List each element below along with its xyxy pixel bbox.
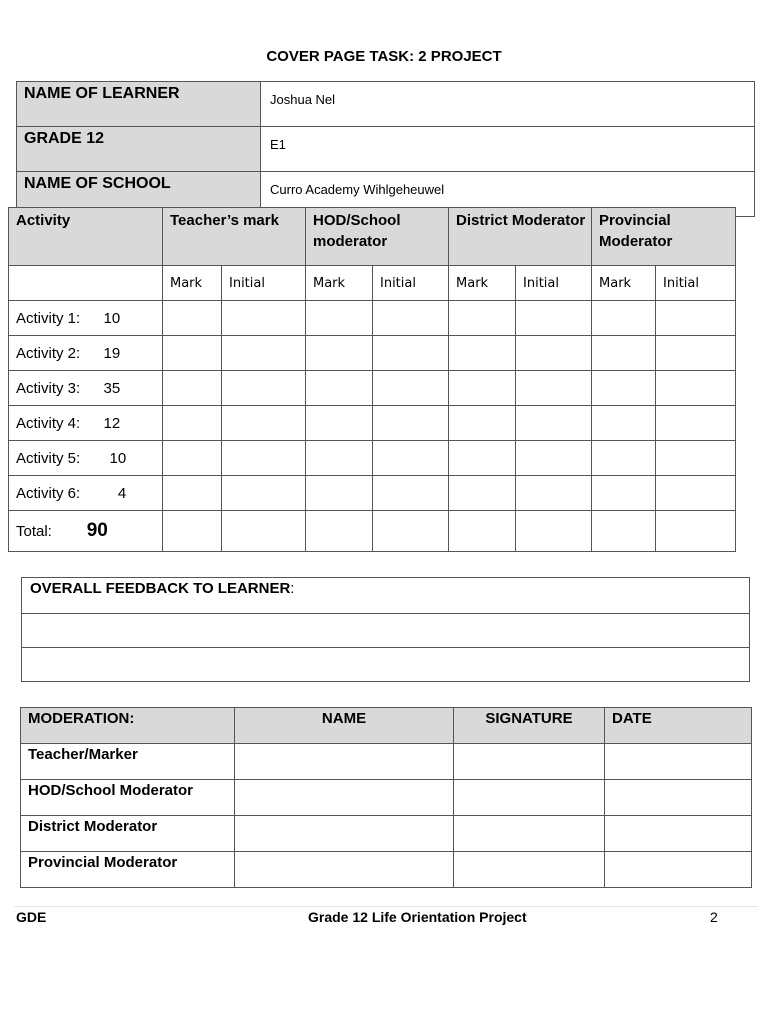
feedback-heading-cell	[22, 578, 750, 614]
activity-row	[9, 406, 736, 441]
activity-row	[9, 441, 736, 476]
feedback-heading: OVERALL FEEDBACK TO LEARNER	[30, 580, 291, 597]
provincial-moderator-header: Provincial Moderator	[592, 208, 736, 266]
footer-center: Grade 12 Life Orientation Project	[308, 909, 527, 925]
moderation-row	[21, 816, 752, 852]
activity-row	[9, 476, 736, 511]
teacher-initial-subheader: Initial	[222, 266, 306, 301]
activity-value: 12	[103, 414, 121, 432]
grade-label: GRADE 12	[17, 127, 261, 172]
activity-value: 35	[103, 379, 121, 397]
activity-label: Activity 5:	[16, 449, 81, 467]
activity-value: 4	[117, 484, 127, 502]
total-row	[9, 511, 736, 552]
moderation-table	[20, 707, 752, 888]
signature-header: SIGNATURE	[454, 708, 605, 744]
moderation-role: Teacher/Marker	[21, 744, 235, 780]
activity-label: Activity 2:	[16, 344, 81, 362]
date-header: DATE	[605, 708, 752, 744]
activity-label: Activity 1:	[16, 309, 81, 327]
moderation-row	[21, 744, 752, 780]
learner-name-label: NAME OF LEARNER	[17, 82, 261, 127]
activity-row	[9, 336, 736, 371]
moderation-role: District Moderator	[21, 816, 235, 852]
activity-label: Activity 6:	[16, 484, 81, 502]
provincial-mark-subheader: Mark	[592, 266, 656, 301]
school-name-value: Curro Academy Wihlgeheuwel	[261, 172, 755, 217]
hod-moderator-header: HOD/School moderator	[306, 208, 449, 266]
activity-row	[9, 371, 736, 406]
footer-divider	[14, 906, 758, 907]
district-moderator-header: District Moderator	[449, 208, 592, 266]
activity-value: 10	[109, 449, 127, 467]
empty-cell	[9, 266, 163, 301]
grade-value: E1	[261, 127, 755, 172]
feedback-colon: :	[290, 580, 295, 597]
activity-value: 10	[103, 309, 121, 327]
moderation-role: HOD/School Moderator	[21, 780, 235, 816]
footer-left: GDE	[16, 909, 47, 925]
total-value: 90	[86, 520, 108, 541]
feedback-line[interactable]	[22, 648, 750, 682]
activity-value: 19	[103, 344, 121, 362]
marks-table	[8, 207, 736, 552]
moderation-row	[21, 852, 752, 888]
feedback-line[interactable]	[22, 614, 750, 648]
moderation-header: MODERATION:	[21, 708, 235, 744]
total-label: Total:	[16, 523, 52, 540]
page-title: COVER PAGE TASK: 2 PROJECT	[266, 48, 502, 65]
learner-info-table	[16, 81, 755, 217]
hod-initial-subheader: Initial	[373, 266, 449, 301]
district-mark-subheader: Mark	[449, 266, 516, 301]
name-header: NAME	[235, 708, 454, 744]
teacher-mark-subheader: Mark	[163, 266, 222, 301]
school-name-label: NAME OF SCHOOL	[17, 172, 261, 217]
district-initial-subheader: Initial	[516, 266, 592, 301]
activity-row	[9, 301, 736, 336]
hod-mark-subheader: Mark	[306, 266, 373, 301]
feedback-table	[21, 577, 750, 682]
activity-label: Activity 4:	[16, 414, 81, 432]
activity-label: Activity 3:	[16, 379, 81, 397]
moderation-role: Provincial Moderator	[21, 852, 235, 888]
moderation-row	[21, 780, 752, 816]
activity-header: Activity	[9, 208, 163, 266]
provincial-initial-subheader: Initial	[656, 266, 736, 301]
teacher-mark-header: Teacher’s mark	[163, 208, 306, 266]
page-number: 2	[710, 909, 718, 925]
learner-name-value: Joshua Nel	[261, 82, 755, 127]
